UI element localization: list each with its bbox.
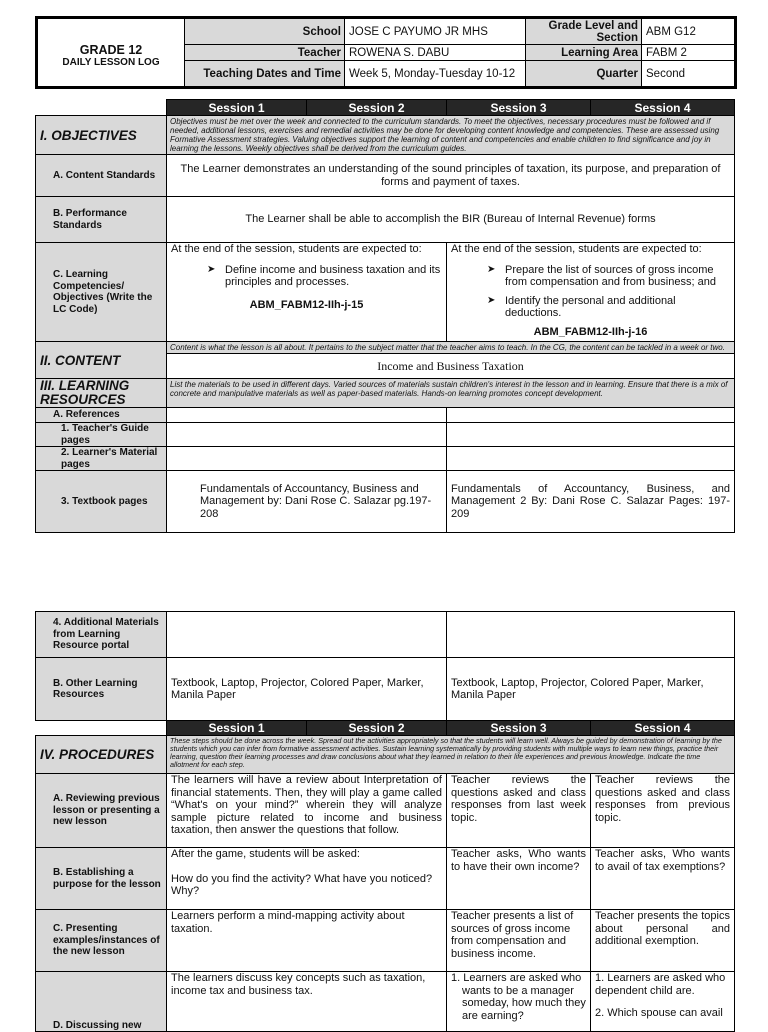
list-item bbox=[171, 264, 442, 289]
session-3-header: Session 3 bbox=[447, 100, 591, 116]
performance-standards-label: B. Performance Standards bbox=[36, 197, 167, 243]
dates-label: Teaching Dates and Time bbox=[185, 61, 345, 88]
textbook-left: Fundamentals of Accountancy, Business and Management by: Dani Rose C. Salazar pg.197-208 bbox=[167, 471, 447, 533]
procedure-c-session3: Teacher presents a list of sources of gross income from compensation and business income. bbox=[447, 910, 591, 972]
learners-material-left bbox=[167, 447, 447, 471]
grade-section-value: ABM G12 bbox=[642, 18, 736, 45]
header-table bbox=[35, 16, 737, 89]
grade-section-label: Grade Level and Section bbox=[526, 18, 642, 45]
session-4-header: Session 4 bbox=[591, 721, 735, 736]
textbook-label: 3. Textbook pages bbox=[36, 471, 167, 533]
resources-title: III. LEARNING RESOURCES bbox=[36, 379, 167, 408]
procedure-c-label: C. Presenting examples/instances of the new lesson bbox=[36, 910, 167, 972]
competencies-left bbox=[167, 243, 447, 342]
competency-text: Identify the personal and additional deductions. bbox=[505, 294, 676, 319]
objectives-title: I. OBJECTIVES bbox=[36, 116, 167, 155]
procedure-c-session4: Teacher presents the topics about personal and additional exemption. bbox=[591, 910, 735, 972]
procedure-b-session4: Teacher asks, Who wants to avail of tax exemptions? bbox=[591, 848, 735, 910]
lesson-table-page2 bbox=[35, 611, 735, 1032]
lc-code-right: ABM_FABM12-IIh-j-16 bbox=[533, 325, 648, 338]
session-3-header: Session 3 bbox=[447, 721, 591, 736]
teachers-guide-label: 1. Teacher's Guide pages bbox=[36, 423, 167, 447]
procedure-a-session4: Teacher reviews the questions asked and class responses from previous topic. bbox=[591, 774, 735, 848]
content-note: Content is what the lesson is all about. It pertains to the subject matter that the teacher aims to teach. In the CG, the content can be tackled in a week or two. bbox=[167, 342, 735, 354]
procedure-a-label: A. Reviewing previous lesson or presenting a new lesson bbox=[36, 774, 167, 848]
other-resources-label: B. Other Learning Resources bbox=[36, 658, 167, 721]
references-right bbox=[447, 408, 735, 423]
grade-title-cell bbox=[37, 18, 185, 88]
learners-material-right bbox=[447, 447, 735, 471]
procedure-d-item1: 1. Learners are asked who dependent child are. bbox=[595, 972, 726, 997]
learning-area-label: Learning Area bbox=[526, 45, 642, 61]
session-2-header: Session 2 bbox=[307, 721, 447, 736]
competencies-right-list bbox=[451, 264, 730, 320]
session-header-blank bbox=[36, 100, 167, 116]
resources-note: List the materials to be used in different days. Varied sources of materials sustain children's interest in the lesson and in learning. Ensure that there is a mix of concrete and manipulative materials as well as paper-based materials. Hands-on learning promotes concept development. bbox=[167, 379, 735, 408]
content-standards-value: The Learner demonstrates an understanding of the sound principles of taxation, its purpose, and preparation of forms and payment of taxes. bbox=[167, 155, 735, 197]
arrow-bullet-icon: ➤ bbox=[207, 263, 216, 275]
lc-code-left: ABM_FABM12-IIh-j-15 bbox=[249, 298, 364, 311]
procedure-b-session1 bbox=[167, 848, 447, 910]
references-label: A. References bbox=[36, 408, 167, 423]
procedure-b-session3: Teacher asks, Who wants to have their own income? bbox=[447, 848, 591, 910]
procedures-note: These steps should be done across the week. Spread out the activities appropriately so that the students will learn well. Always be guided by demonstration of learning by the students which you can infer from formative assessment activities. Sustain learning systematically by providing students with multiple ways to learn new things, practice their learning, question their learning processes and draw conclusions about what they learned in relation to their life experiences and previous knowledge. Indicate the time allotment for each step. bbox=[167, 736, 735, 774]
procedure-d-session1: The learners discuss key concepts such as taxation, income tax and business tax. bbox=[167, 972, 447, 1032]
procedure-a-session1: The learners will have a review about Interpretation of financial statements. Then, they will play a game called “What's on your mind?” wherein they will analyze sample picture related to income and business taxation, then answer the questions that follow. bbox=[167, 774, 447, 848]
competency-text: Define income and business taxation and its principles and processes. bbox=[225, 263, 441, 288]
learners-material-label: 2. Learner's Material pages bbox=[36, 447, 167, 471]
procedure-d-session4 bbox=[591, 972, 735, 1032]
session-header-blank bbox=[36, 721, 167, 736]
procedure-d-label: D. Discussing new bbox=[36, 972, 167, 1032]
session-4-header: Session 4 bbox=[591, 100, 735, 116]
procedure-c-session1: Learners perform a mind-mapping activity about taxation. bbox=[167, 910, 447, 972]
teachers-guide-left bbox=[167, 423, 447, 447]
additional-materials-left bbox=[167, 612, 447, 658]
school-label: School bbox=[185, 18, 345, 45]
list-item bbox=[451, 264, 730, 289]
quarter-value: Second bbox=[642, 61, 736, 88]
grade-title: GRADE 12 bbox=[79, 42, 143, 57]
competencies-left-intro: At the end of the session, students are expected to: bbox=[171, 243, 422, 255]
performance-standards-value: The Learner shall be able to accomplish the BIR (Bureau of Internal Revenue) forms bbox=[167, 197, 735, 243]
competencies-label: C. Learning Competencies/ Objectives (Write the LC Code) bbox=[36, 243, 167, 342]
quarter-label: Quarter bbox=[526, 61, 642, 88]
list-item bbox=[451, 295, 730, 320]
school-value: JOSE C PAYUMO JR MHS bbox=[345, 18, 526, 45]
dates-value: Week 5, Monday-Tuesday 10-12 bbox=[345, 61, 526, 88]
teachers-guide-right bbox=[447, 423, 735, 447]
teacher-label: Teacher bbox=[185, 45, 345, 61]
session-2-header: Session 2 bbox=[307, 100, 447, 116]
competencies-left-list bbox=[171, 264, 442, 289]
procedure-b-label: B. Establishing a purpose for the lesson bbox=[36, 848, 167, 910]
additional-materials-right bbox=[447, 612, 735, 658]
procedure-a-session3: Teacher reviews the questions asked and class responses from last week topic. bbox=[447, 774, 591, 848]
session-1-header: Session 1 bbox=[167, 721, 307, 736]
log-title: DAILY LESSON LOG bbox=[62, 56, 160, 68]
other-resources-right: Textbook, Laptop, Projector, Colored Paper, Marker, Manila Paper bbox=[447, 658, 735, 721]
additional-materials-label: 4. Additional Materials from Learning Resource portal bbox=[36, 612, 167, 658]
lesson-table-page1 bbox=[35, 99, 735, 533]
procedure-b-line2: How do you find the activity? What have you noticed? Why? bbox=[171, 872, 433, 897]
competencies-right bbox=[447, 243, 735, 342]
arrow-bullet-icon: ➤ bbox=[487, 294, 496, 306]
textbook-right: Fundamentals of Accountancy, Business, and Management 2 By: Dani Rose C. Salazar Pages: 197-209 bbox=[447, 471, 735, 533]
competency-text: Prepare the list of sources of gross income from compensation and from business; and bbox=[505, 263, 716, 288]
learning-area-value: FABM 2 bbox=[642, 45, 736, 61]
content-title: II. CONTENT bbox=[36, 342, 167, 379]
objectives-note: Objectives must be met over the week and connected to the curriculum standards. To meet the objectives, necessary procedures must be followed and if needed, additional lessons, exercises and remedial activities may be done for developing content knowledge and competencies. These are assessed using Formative Assessment strategies. Valuing objectives support the learning of content and competencies and enable children to find significance and joy in learning the lessons. Weekly objectives shall be derived from the curriculum guides. bbox=[167, 116, 735, 155]
content-value: Income and Business Taxation bbox=[167, 354, 735, 379]
procedure-b-line1: After the game, students will be asked: bbox=[171, 848, 360, 860]
procedure-d-item2: 2. Which spouse can avail bbox=[595, 1007, 723, 1019]
session-1-header: Session 1 bbox=[167, 100, 307, 116]
references-left bbox=[167, 408, 447, 423]
competencies-right-intro: At the end of the session, students are expected to: bbox=[451, 243, 702, 255]
procedure-d-session3: 1. Learners are asked who wants to be a manager someday, how much they are earning? bbox=[447, 972, 591, 1032]
other-resources-left: Textbook, Laptop, Projector, Colored Paper, Marker, Manila Paper bbox=[167, 658, 447, 721]
arrow-bullet-icon: ➤ bbox=[487, 263, 496, 275]
content-standards-label: A. Content Standards bbox=[36, 155, 167, 197]
procedures-title: IV. PROCEDURES bbox=[36, 736, 167, 774]
teacher-value: ROWENA S. DABU bbox=[345, 45, 526, 61]
